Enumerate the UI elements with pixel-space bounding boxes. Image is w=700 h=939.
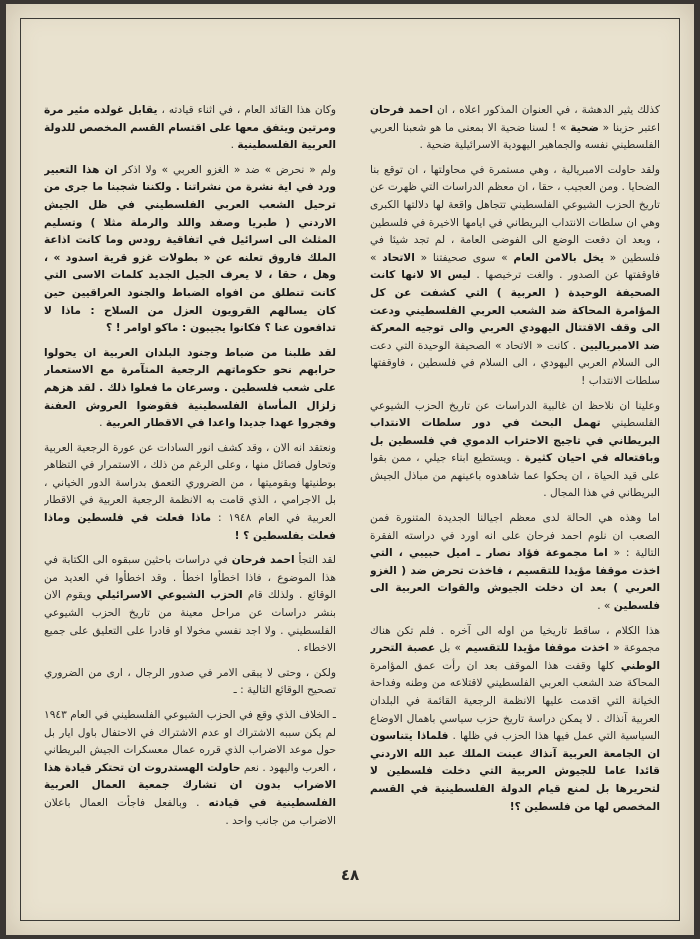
paragraph: اما وهذه هي الحالة لدى معظم اجيالنا الجديدة المتنورة فمن الصعب ان نلوم احمد فرحان على انه اورد في دراسته الفقرة التالية : « اما مجموعة فؤاد نصار ـ اميل حبيبي ، التي اخذت موقفا مؤيدا للتقسيم ، فاخذت تحرض ضد ( الغزو العربي ) بعد ان دخلت الجيوش والقوات العربية الى فلسطين » .	[370, 512, 660, 613]
paragraph: ـ الخلاف الذي وقع في الحزب الشيوعي الفلسطيني في العام ١٩٤٣ لم يكن سببه الاشتراك او عدم الاشتراك في الاحتفال باول ايار بل حول موعد الاضراب الذي قرره عمال معسكرات الجيش البريطاني ، العرب واليهود . نعم حاولت الهستدروت ان تحتكر قيادة هذا الاضراب بدون ان تشارك جمعية العمال العربية الفلسطينية في قيادته . وبالفعل فاجأت العمال باعلان الاضراب من جانب واحد .	[44, 709, 336, 827]
paragraph: هذا الكلام ، ساقط تاريخيا من اوله الى آخره . فلم تكن هناك مجموعة « اخذت موقفا مؤيدا للتقسيم » بل عصبة التحرر الوطني كلها وقفت هذا الموقف بعد ان رأت عمق المؤامرة المحاكة ضد الشعب العربي الفلسطيني لاقتلاعه من وطنه وفداحة الخيانة التي اقدمت عليها الانظمة الرجعية القائمة في البلدان العربية آنذاك . لا يمكن دراسة تاريخ حزب سياسي باهمال الاوضاع السياسية التي عمل فيها هذا الحزب في ظلها . فلماذا يتناسون ان الجامعة العربية آنذاك عينت الملك عبد الله الاردني قائدا عاما للجيوش العربية التي دخلت فلسطين لا لتحريرها بل لمنع قيام الدولة الفلسطينية في القسم المخصص لها من فلسطين ؟!	[370, 624, 660, 813]
paragraph: كذلك يثير الدهشة ، في العنوان المذكور اعلاه ، ان احمد فرحان اعتبر حزبنا « ضحية » ! لسنا ضحية الا بمعنى ما هو شعبنا العربي الفلسطيني نفسه والجماهير اليهودية الاسرائيلية ضحية .	[370, 104, 660, 152]
paragraph: وكان هذا القائد العام ، في اثناء قيادته ، يقابل غولده مئير مرة ومرتين ويتفق معها على اقتسام القسم المخصص للدولة العربية الفلسطينية .	[44, 104, 336, 152]
paragraph: ولم « نحرض » ضد « الغزو العربي » ولا اذكر ان هذا التعبير ورد في اية نشرة من نشراتنا . ولكننا شجبنا ما جرى من ترحيل الشعب العربي الفلسطيني في ظل الجيش الاردني ( طبريا وصفد واللد والرملة مثلا ) وتسليم المثلث الى اسرائيل في اتفاقية رودس وما كانت اذاعة الملك فاروق تعلنه عن « بطولات غزو قرية اسدود » ، وهل ، حقا ، لا يعرف الجيل الجديد كلمات الاسى التي كانت تنطلق من افواه الضباط والجنود العراقيين حين كان يسالهم القرويون العزل من السلاح : ماذا لا تدافعون عنا ؟ فكانوا يجيبون : ماكو اوامر ! ؟	[44, 163, 336, 335]
paragraph: لقد طلبنا من ضباط وجنود البلدان العربية ان يحولوا حرابهم نحو حكوماتهم الرجعية المتآمرة مع الاستعمار على شعب فلسطين . وسرعان ما فعلوا ذلك . لقد هزهم زلزال المأساة الفلسطينية فقوضوا العروش العفنة وفجروا عهدا جديدا واعدا في الاقطار العربية .	[44, 346, 336, 430]
magazine-page	[6, 4, 694, 935]
page-number: ٤٨	[340, 866, 360, 884]
paragraph: وعلينا ان نلاحظ ان غالبية الدراسات عن تاريخ الحزب الشيوعي الفلسطيني تهمل البحث في دور سلطات الانتداب البريطاني في تاجيج الاحتراب الدموي في فلسطين بل وبافتعاله في احيان كثيرة . ويستطيع ابناء جيلي ، ممن بقوا على قيد الحياة ، ان يحكوا عما شاهدوه باعينهم من مباذل الجيش البريطاني في هذا المجال .	[370, 399, 660, 500]
paragraph: ولقد حاولت الامبريالية ، وهي مستمرة في محاولتها ، ان توقع بنا الضحايا . ومن العجيب ، حقا ، ان معظم الدراسات التي ظهرت عن تاريخ الحزب الشيوعي الفلسطيني تتجاهل واقعة لها دلالتها الكبرى وهي ان سلطات الانتداب البريطاني في ايامها الاخيرة في فلسطين ، وبعد ان دفعت الوضع الى الفوضى العامة ، لم تجد شيئا في فلسطين « يخل بالامن العام » سوى صحيفتنا « الاتحاد » فاوقفتها عن الصدور . والغت ترخيصها . ليس الا لانها كانت الصحيفة الوحيدة ( العربية ) التي كشفت عن كل المؤامرة المحاكة ضد الشعب العربي الفلسطيني ودعت الى وقف الاقتتال اليهودي العربي والى توجيه المعركة ضد الامبرياليين . كانت « الاتحاد » الصحيفة الوحيدة التي دعت الى السلام العربي اليهودي ، الى السلام في فلسطين ، فاوقفتها سلطات الانتداب !	[370, 163, 660, 387]
left-text-column	[44, 102, 336, 854]
right-text-column	[370, 102, 660, 854]
paragraph: لقد التجأ احمد فرحان في دراسات باحثين سبقوه الى الكتابة في هذا الموضوع ، فاذا اخطأوا اخطأ . وقد اخطأوا في العديد من الوقائع . ولذلك قام الحزب الشيوعي الاسرائيلي ويقوم الان بنشر دراسات عن مراحل معينة من تاريخ الحزب الشيوعي الفلسطيني . ولا اجد نفسي مخولا او قادرا على التعليق على جميع الاخطاء .	[44, 554, 336, 655]
paragraph: ولكن ، وحتى لا يبقى الامر في صدور الرجال ، ارى من الضروري تصحيح الوقائع التالية : ـ	[44, 666, 336, 697]
paragraph: ونعتقد انه الان ، وقد كشف انور السادات عن عورة الرجعية العربية وتحاول فصائل منها ، وعلى الرغم من ذلك ، الاستمرار في التظاهر بوطنيتها وبقوميتها ، من الضروري التعمق بدراسة الدور الخياني ، بل الاجرامي ، الذي قامت به الانظمة الرجعية العربية في الاقطار العربية في العام ١٩٤٨ : ماذا فعلت في فلسطين وماذا فعلت بفلسطين ؟ !	[44, 441, 336, 542]
